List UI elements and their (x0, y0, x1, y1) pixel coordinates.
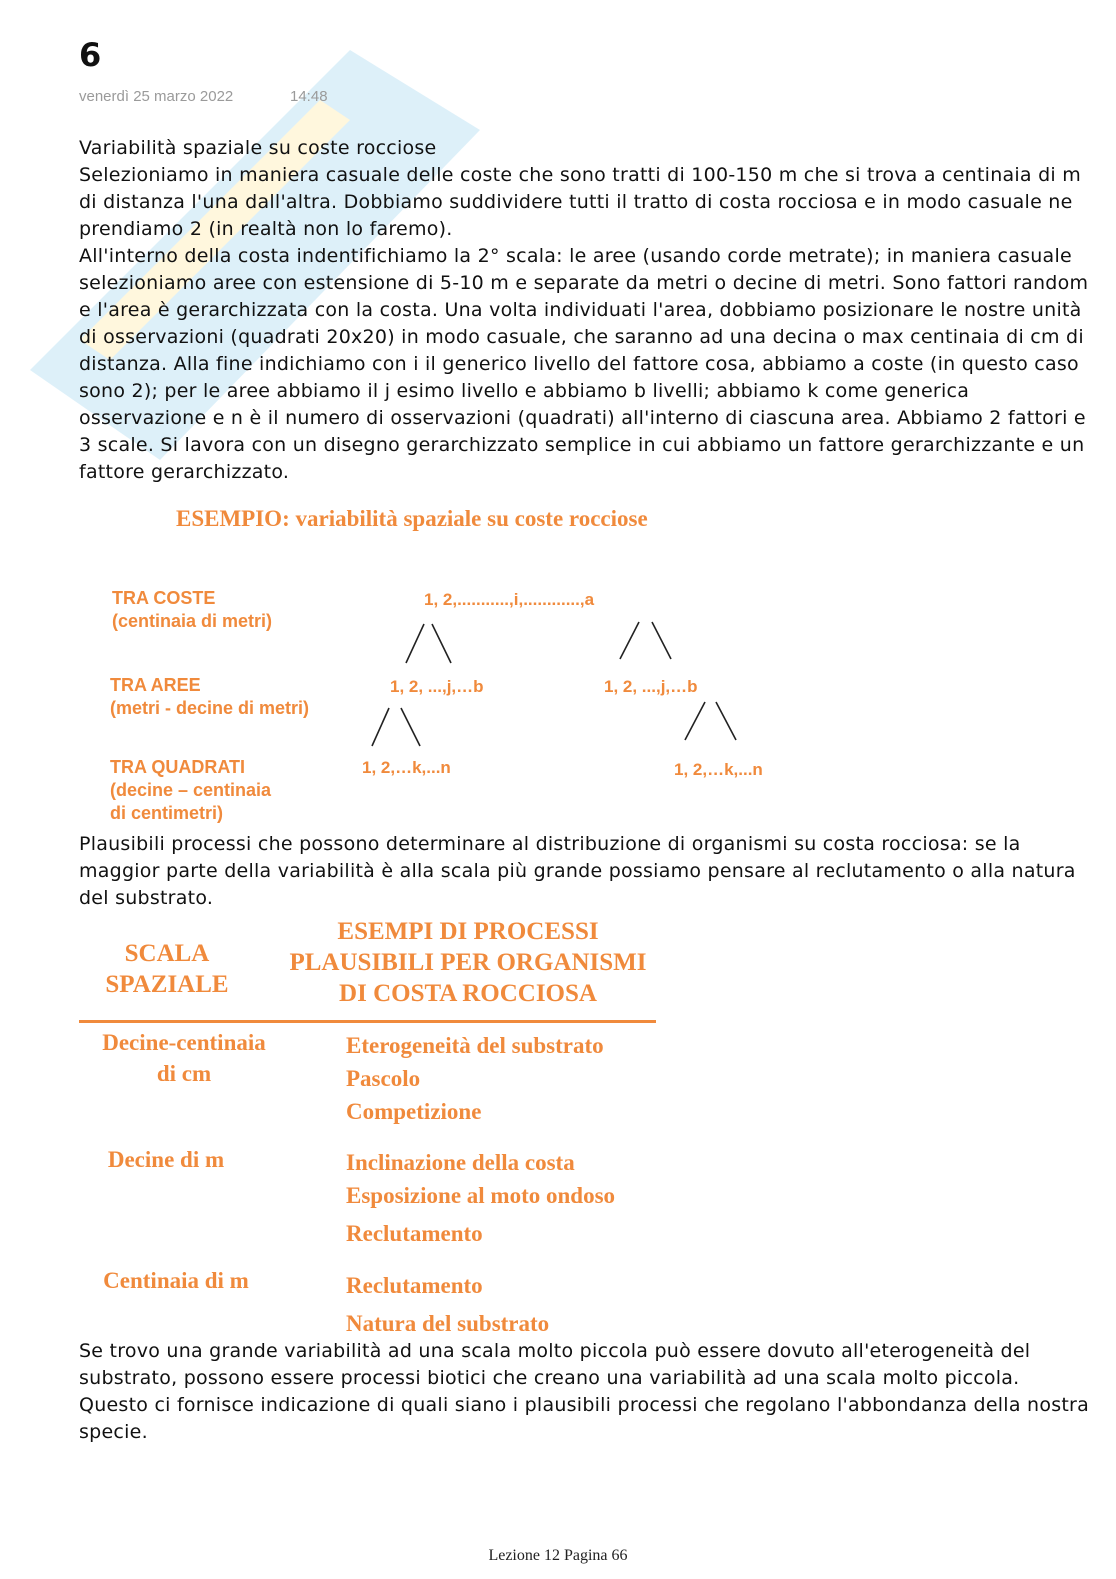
level-aree-detail: (metri - decine di metri) (110, 698, 310, 718)
intro-text (79, 135, 1094, 486)
table-header-scale-line2: SPAZIALE (105, 971, 229, 998)
level-coste-name: TRA COSTE (112, 588, 216, 608)
table-row-scale-1 (84, 1027, 284, 1089)
branch-line (652, 622, 671, 659)
level-aree (110, 674, 309, 720)
process-item: Natura del substrato (346, 1311, 550, 1336)
branch-line (432, 624, 451, 663)
section-title: Variabilità spaziale su coste rocciose (79, 137, 437, 159)
table-header-processes (268, 916, 668, 1009)
level-quadrati-name: TRA QUADRATI (110, 757, 245, 777)
note-time: 14:48 (290, 88, 328, 105)
table-header-processes-line3: DI COSTA ROCCIOSA (339, 980, 597, 1007)
table-header-scale (92, 938, 242, 1000)
branch-line (716, 702, 736, 740)
table-row-processes-1 (346, 1029, 604, 1128)
table-row-processes-2 (346, 1146, 615, 1250)
paragraph-conclusione: Se trovo una grande variabilità ad una scala molto piccola può essere dovuto all'eterogeneità del substrato, possono essere processi biotici che creano una variabilità ad una scala molto piccola. Questo ci fornisce indicazione di quali siano i plausibili processi che regolano l'abbondanza della nostra specie. (79, 1340, 1089, 1443)
process-item: Reclutamento (346, 1221, 483, 1246)
page-footer: Lezione 12 Pagina 66 (488, 1547, 628, 1564)
process-item: Inclinazione della costa (346, 1150, 575, 1175)
table-header-processes-line1: ESEMPI DI PROCESSI (337, 918, 599, 945)
branch-line (685, 702, 705, 740)
process-item: Reclutamento (346, 1273, 483, 1298)
scale-label: Decine-centinaia (102, 1030, 266, 1055)
page-number: 6 (79, 36, 102, 74)
level-coste (112, 587, 272, 633)
diagram-title: ESEMPIO: variabilità spaziale su coste rocciose (176, 506, 648, 531)
conclusion-text (79, 1338, 1094, 1446)
table-row-scale-2 (84, 1144, 248, 1175)
process-item: Eterogeneità del substrato (346, 1033, 604, 1058)
scale-label: Centinaia di m (103, 1268, 249, 1293)
paragraph-processi: Plausibili processi che possono determinare al distribuzione di organismi su costa rocciosa: se la maggior parte della variabilità è alla scala più grande possiamo pensare al reclutamento o alla natura del substrato. (79, 833, 1076, 909)
process-item: Pascolo (346, 1066, 421, 1091)
level-quadrati-detail2: di centimetri) (110, 803, 224, 823)
level-coste-detail: (centinaia di metri) (112, 611, 273, 631)
table-row-processes-3 (346, 1267, 549, 1343)
level-quadrati (110, 756, 271, 825)
scale-label: Decine di m (107, 1147, 225, 1172)
note-date: venerdì 25 marzo 2022 (79, 88, 234, 105)
branch-line (406, 624, 424, 663)
table-header-rule (79, 1020, 656, 1023)
branch-line (620, 622, 639, 659)
seq-aree-right: 1, 2, ...,j,…b (604, 677, 698, 696)
table-header-scale-line1: SCALA (124, 940, 210, 967)
processes-intro (79, 831, 1094, 912)
seq-coste: 1, 2,...........,i,............,a (424, 590, 595, 609)
process-item: Esposizione al moto ondoso (346, 1183, 616, 1208)
process-item: Competizione (346, 1099, 482, 1124)
paragraph-aree: All'interno della costa indentifichiamo la 2° scala: le aree (usando corde metrate); in maniera casuale selezioniamo aree con estensione di 5-10 m e separate da metri o decine di metri. Sono fattori random e l'area è gerarchizzata con la costa. Una volta individuati l'area, dobbiamo posizionare le nostre unità di osservazioni (quadrati 20x20) in modo casuale, che saranno ad una decina o max centinaia di cm di distanza. Alla fine indichiamo con i il generico livello del fattore cosa, abbiamo a coste (in questo caso sono 2); per le aree abbiamo il j esimo livello e abbiamo b livelli; abbiamo k come generica osservazione e n è il numero di osservazioni (quadrati) all'interno di ciascuna area. Abbiamo 2 fattori e 3 scale. Si lavora con un disegno gerarchizzato semplice in cui abbiamo un fattore gerarchizzante e un fattore gerarchizzato. (79, 245, 1089, 483)
branch-line (401, 708, 420, 746)
level-aree-name: TRA AREE (110, 675, 201, 695)
seq-quadrati-right: 1, 2,…k,...n (674, 760, 763, 779)
scale-label: di cm (156, 1061, 212, 1086)
paragraph-coste: Selezioniamo in maniera casuale delle coste che sono tratti di 100-150 m che si trova a centinaia di m di distanza l'una dall'altra. Dobbiamo suddividere tutti il tratto di costa rocciosa e in modo casuale ne prendiamo 2 (in realtà non lo faremo). (79, 164, 1081, 240)
table-header-processes-line2: PLAUSIBILI PER ORGANISMI (289, 949, 647, 976)
branch-line (372, 708, 389, 746)
level-quadrati-detail: (decine – centinaia (110, 780, 272, 800)
seq-quadrati-left: 1, 2,…k,...n (362, 758, 451, 777)
table-row-scale-3 (84, 1265, 268, 1296)
seq-aree-left: 1, 2, ...,j,…b (390, 677, 484, 696)
